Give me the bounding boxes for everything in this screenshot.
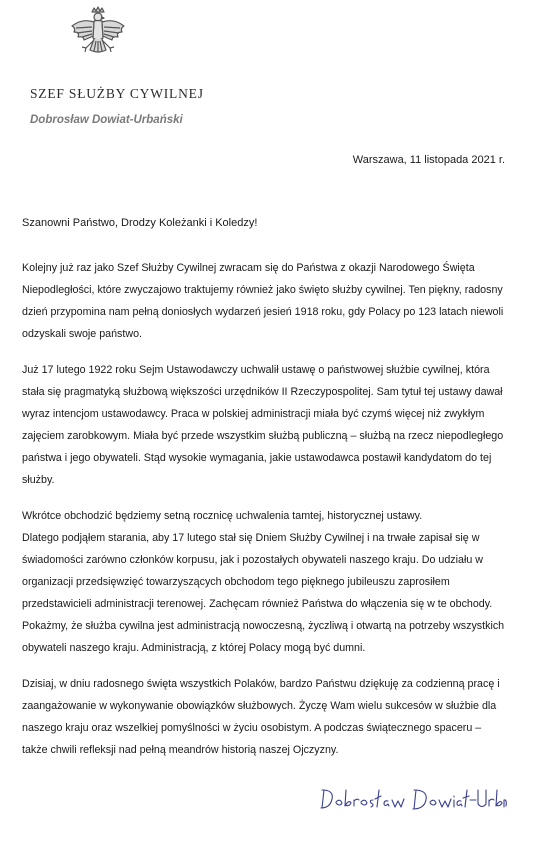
polish-eagle-icon [66,6,130,64]
office-name: SZEF SŁUŻBY CYWILNEJ [30,86,204,101]
paragraph-4: Dlatego podjąłem starania, aby 17 lutego stał się Dniem Służby Cywilnej i na trwałe zapisał się w świadomości zarówno członków korpusu, jak i pozostałych obywateli naszego kraju. Do udziału w organizacji przedsięwzięć towarzyszących obchodom tego pięknego jubileuszu zaprosiłem przedstawicieli administracji terenowej. Zachęcam również Państwa do włączenia się w te obchody. Pokażmy, że służba cywilna jest administracją nowoczesną, życzliwą i otwartą na potrzeby wszystkich obywateli naszego kraju. Administracją, z której Polacy mogą być dumni. [22,532,505,654]
paragraph-3: Wkrótce obchodzić będziemy setną rocznicę uchwalenia tamtej, historycznej ustawy. [22,510,423,522]
handwritten-signature [318,782,508,816]
paragraph-5: Dzisiaj, w dniu radosnego święta wszystkich Polaków, bardzo Państwu dziękuję za codzienną pracę i zaangażowanie w wykonywanie obowiązków służbowych. Życzę Wam wielu sukcesów w służbie dla naszego kraju oraz wszelkiej pomyślności w życiu osobistym. A podczas świątecznego spaceru – także chwili refleksji nad pełną meandrów historią naszej Ojczyzny. [22,678,500,756]
paragraph-2: Już 17 lutego 1922 roku Sejm Ustawodawczy uchwalił ustawę o państwowej służbie cywilnej, która stała się pragmatyką służbową większości urzędników II Rzeczypospolitej. Sam tytuł tej ustawy dawał wyraz intencjom ustawodawcy. Praca w polskiej administracji miała być czymś więcej niż zwykłym zajęciem zarobkowym. Miała być przede wszystkim służbą publiczną – służbą na rzecz niepodległego państwa i jego obywateli. Stąd wysokie wymagania, jakie ustawodawca postawił kandydatom do tej służby. [22,364,504,486]
sender-name: Dobrosław Dowiat-Urbański [30,114,183,126]
letter-date: Warszawa, 11 listopada 2021 r. [352,154,505,166]
salutation: Szanowni Państwo, Drodzy Koleżanki i Koledzy! [22,217,258,229]
letter-body [22,257,507,775]
paragraph-1: Kolejny już raz jako Szef Służby Cywilnej zwracam się do Państwa z okazji Narodowego Święta Niepodległości, które zwyczajowo traktujemy również jako święto służby cywilnej. Ten piękny, radosny dzień przypomina nam pełną doniosłych wydarzeń jesień 1918 roku, gdy Polacy po 123 latach niewoli odzyskali swoje państwo. [22,262,504,340]
